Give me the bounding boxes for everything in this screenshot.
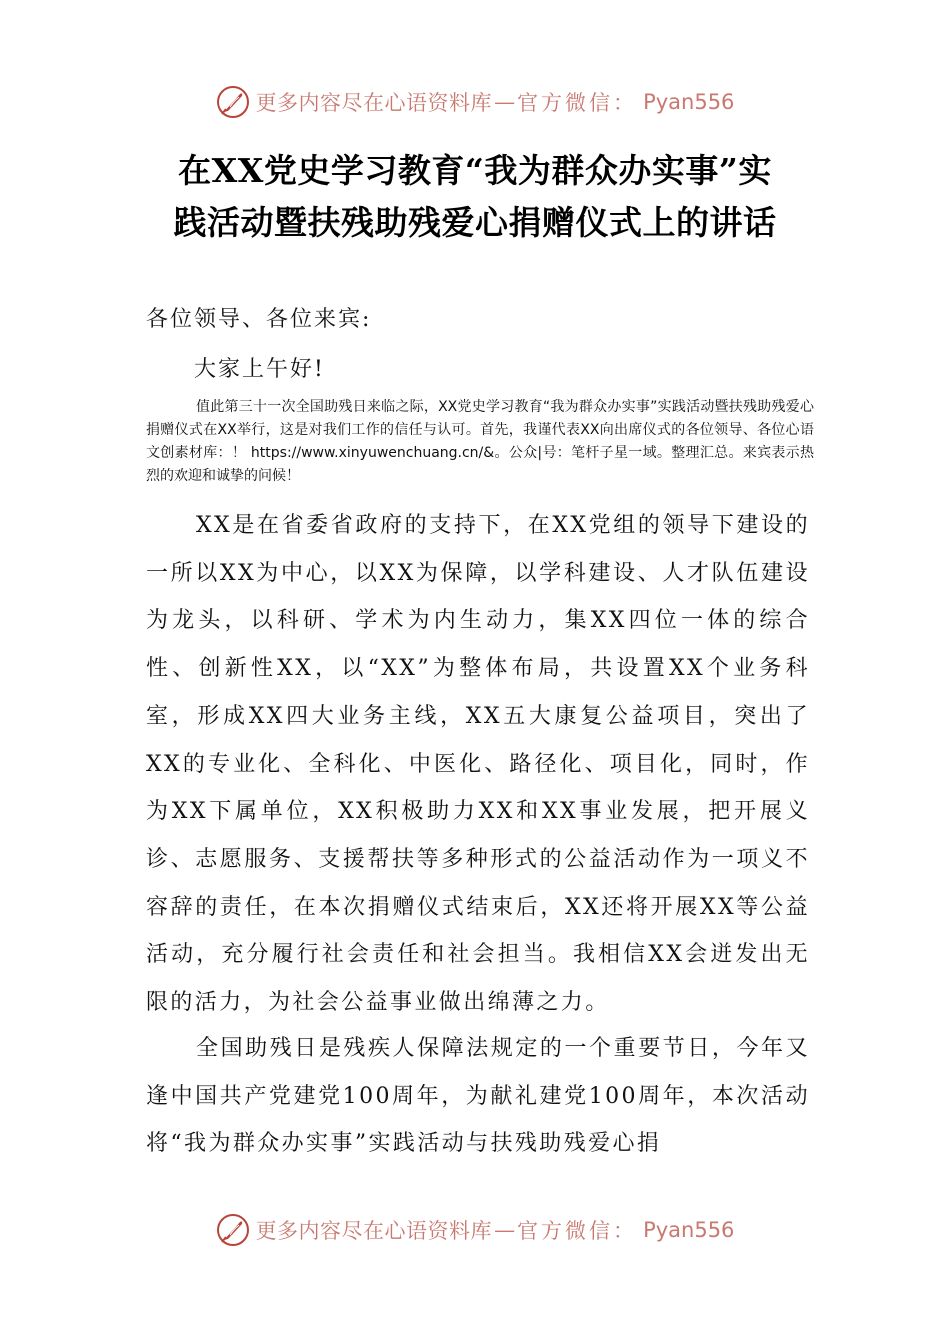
banner-text: 更多内容尽在心语资料库 (255, 91, 493, 115)
header-banner (0, 80, 950, 124)
banner-dash: — (494, 90, 516, 114)
title-line-1: 在XX党史学习教育“我为群众办实事”实 (178, 151, 772, 190)
banner-dash: — (494, 1218, 516, 1242)
pen-feather-logo-icon (216, 1213, 250, 1247)
banner-wechat-id: Pyan556 (643, 90, 735, 114)
title-line-2: 践活动暨扶残助残爱心捐赠仪式上的讲话 (173, 203, 777, 242)
banner-wechat-id: Pyan556 (643, 1218, 735, 1242)
body-paragraph: XX是在省委省政府的支持下，在XX党组的领导下建设的一所以XX为中心，以XX为保障，以学科建设、人才队伍建设为龙头，以科研、学术为内生动力，集XX四位一体的综合性、创新性XX，以“XX”为整体布局，共设置XX个业务科室，形成XX四大业务主线，XX五大康复公益项目，突出了XX的专业化、全科化、中医化、路径化、项目化，同时，作为XX下属单位，XX积极助力XX和XX事业发展，把开展义诊、志愿服务、支援帮扶等多种形式的公益活动作为一项义不容辞的责任，在本次捐赠仪式结束后，XX还将开展XX等公益活动，充分履行社会责任和社会担当。我相信XX会迸发出无限的活力，为社会公益事业做出绵薄之力。 (146, 513, 810, 1016)
salutation: 各位领导、各位来宾: (146, 307, 372, 332)
intro-paragraph: 值此第三十一次全国助残日来临之际，XX党史学习教育“我为群众办实事”实践活动暨扶残助残爱心捐赠仪式在XX举行，这是对我们工作的信任与认可。首先，我谨代表XX向出席仪式的各位领导、各位心语文创素材库：！ https://www.xinyuwenchuang.cn/&。公众|号：笔杆子星一域。整理汇总。来宾表示热烈的欢迎和诚挚的问候！ (146, 399, 814, 484)
body-paragraph: 全国助残日是残疾人保障法规定的一个重要节日，今年又逢中国共产党建党100周年，为献礼建党100周年，本次活动将“我为群众办实事”实践活动与扶残助残爱心捐 (146, 1036, 810, 1157)
pen-feather-logo-icon (216, 85, 250, 119)
document-title (130, 145, 820, 249)
banner-wechat-label: 官方微信： (517, 1219, 638, 1243)
banner-text: 更多内容尽在心语资料库 (255, 1219, 493, 1243)
greeting: 大家上午好! (194, 357, 325, 382)
banner-wechat-label: 官方微信： (517, 91, 638, 115)
footer-banner (0, 1208, 950, 1252)
